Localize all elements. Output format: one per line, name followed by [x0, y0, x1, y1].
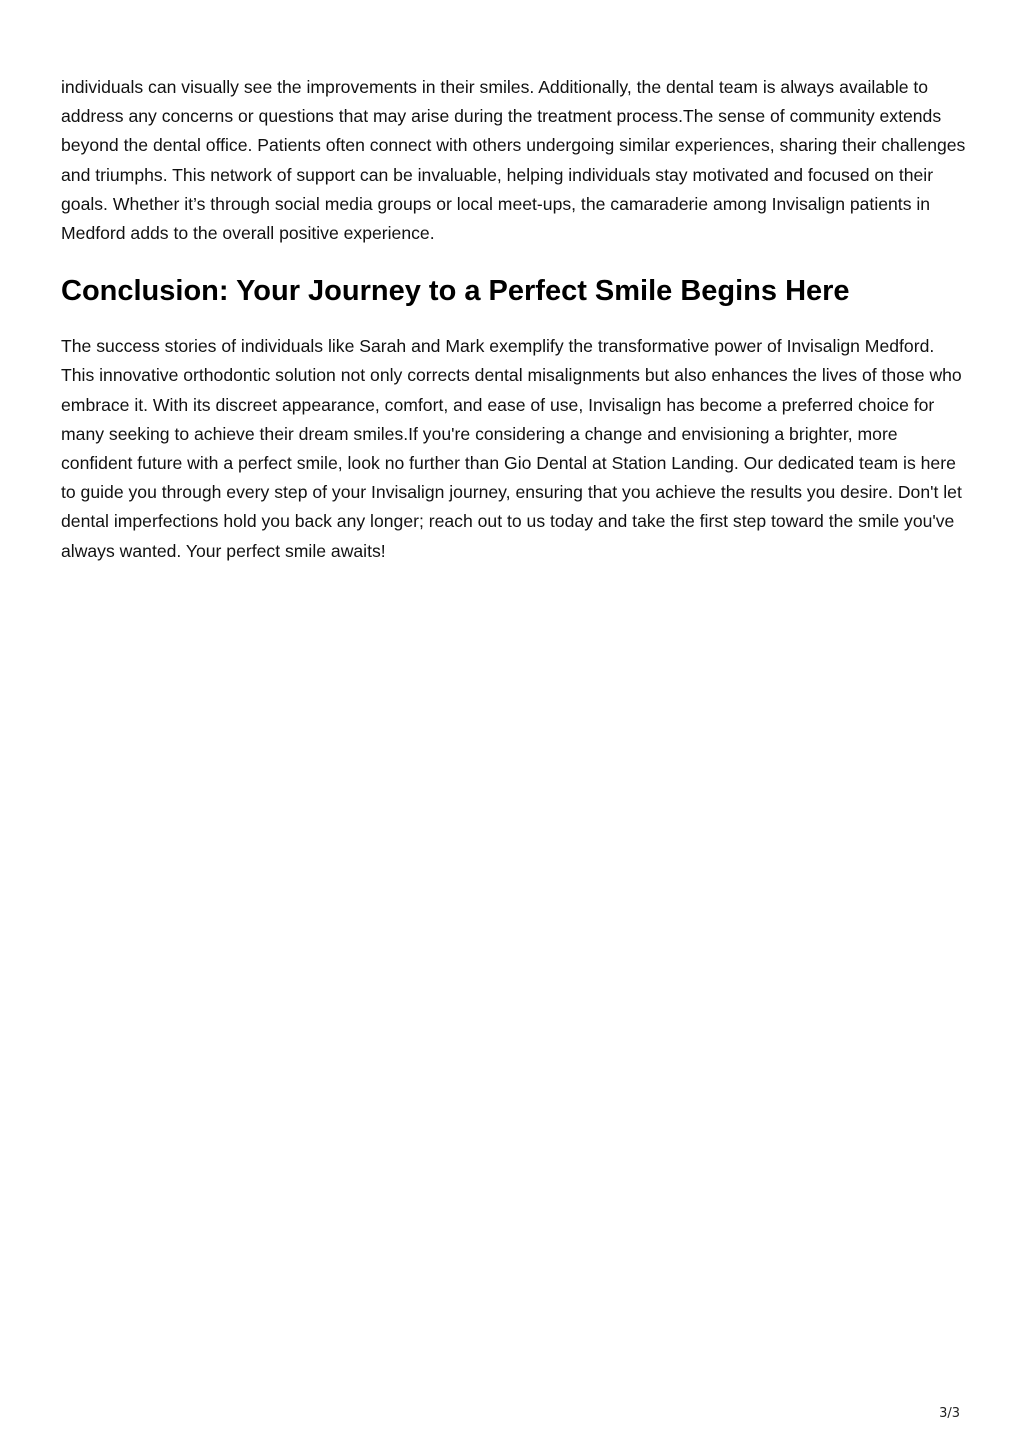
document-body	[61, 73, 971, 566]
body-paragraph-2: The success stories of individuals like Sarah and Mark exemplify the transformative power of Invisalign Medford. This innovative orthodontic solution not only corrects dental misalignments but also enhances the lives of those who embrace it. With its discreet appearance, comfort, and ease of use, Invisalign has become a preferred choice for many seeking to achieve their dream smiles.If you're considering a change and envisioning a brighter, more confident future with a perfect smile, look no further than Gio Dental at Station Landing. Our dedicated team is here to guide you through every step of your Invisalign journey, ensuring that you achieve the results you desire. Don't let dental imperfections hold you back any longer; reach out to us today and take the first step toward the smile you've always wanted. Your perfect smile awaits!	[61, 336, 962, 561]
body-paragraph-1: individuals can visually see the improvements in their smiles. Additionally, the dental team is always available to address any concerns or questions that may arise during the treatment process.The sense of community extends beyond the dental office. Patients often connect with others undergoing similar experiences, sharing their challenges and triumphs. This network of support can be invaluable, helping individuals stay motivated and focused on their goals. Whether it’s through social media groups or local meet-ups, the camaraderie among Invisalign patients in Medford adds to the overall positive experience.	[61, 77, 966, 244]
page-number: 3/3	[939, 1406, 960, 1421]
section-heading-conclusion: Conclusion: Your Journey to a Perfect Smile Begins Here	[61, 275, 850, 308]
